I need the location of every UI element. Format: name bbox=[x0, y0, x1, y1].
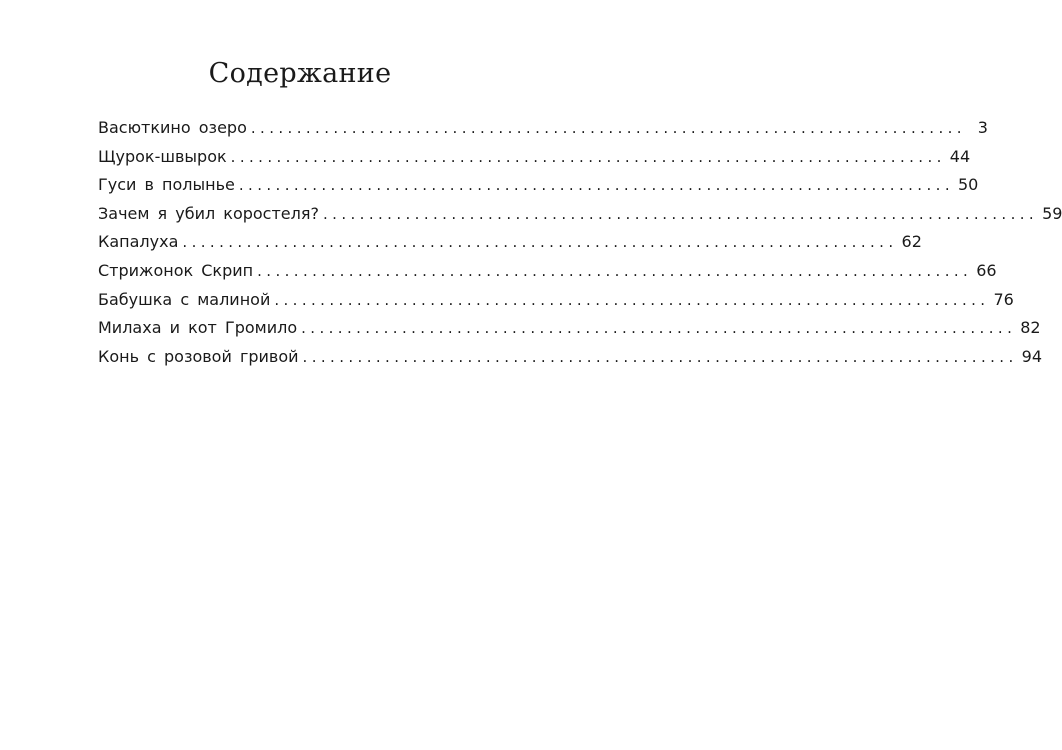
toc-entry-title: Стрижонок Скрип bbox=[98, 260, 254, 280]
toc-entry-kon-s-rozovoy-grivoy bbox=[98, 343, 1042, 372]
toc-entry-title: Конь с розовой гривой bbox=[98, 346, 299, 366]
toc-entry-page: 94 bbox=[1021, 346, 1042, 366]
toc-entry-page: 76 bbox=[993, 289, 1014, 309]
toc-entry-page: 59 bbox=[1042, 203, 1062, 223]
toc-entry-babushka-s-malinoy bbox=[98, 286, 1014, 315]
toc-dot-leader: .............................................................................. bbox=[250, 119, 966, 137]
page-title: Содержание bbox=[208, 58, 392, 89]
toc-entry-vasyutkino-ozero bbox=[98, 114, 988, 143]
toc-dot-leader: .............................................................................. bbox=[182, 233, 898, 252]
toc-entry-zachem-ya-ubil-korostelya bbox=[98, 200, 1062, 229]
toc-entry-title: Зачем я убил коростеля? bbox=[98, 203, 319, 223]
toc-entry-page: 44 bbox=[949, 146, 971, 166]
toc-entry-kapalukha bbox=[98, 228, 922, 257]
toc-dot-leader: .............................................................................. bbox=[257, 261, 973, 280]
toc-entry-title: Васюткино озеро bbox=[98, 118, 247, 137]
toc-entry-milakha-i-kot-gromilo bbox=[98, 314, 1041, 343]
toc-entry-page: 3 bbox=[977, 118, 988, 137]
table-of-contents bbox=[98, 114, 1062, 371]
toc-entry-page: 50 bbox=[957, 175, 979, 195]
toc-entry-title: Капалуха bbox=[98, 232, 179, 252]
toc-entry-strizhonok-skrip bbox=[98, 257, 997, 286]
toc-dot-leader: .............................................................................. bbox=[301, 319, 1017, 338]
toc-entry-title: Бабушка с малиной bbox=[98, 289, 271, 309]
toc-dot-leader: .............................................................................. bbox=[274, 290, 990, 309]
toc-entry-page: 82 bbox=[1020, 318, 1041, 338]
toc-entry-title: Щурок-швырок bbox=[98, 146, 227, 166]
toc-entry-gusi-v-polynye bbox=[98, 171, 979, 200]
toc-dot-leader: .............................................................................. bbox=[230, 147, 946, 166]
toc-entry-page: 62 bbox=[901, 232, 922, 252]
toc-dot-leader: .............................................................................. bbox=[238, 176, 954, 195]
toc-dot-leader: .............................................................................. bbox=[322, 204, 1039, 223]
toc-dot-leader: .............................................................................. bbox=[302, 347, 1018, 366]
toc-entry-page: 66 bbox=[976, 260, 997, 280]
toc-entry-shchurok-shvyrok bbox=[98, 143, 971, 172]
toc-entry-title: Гуси в полынье bbox=[98, 175, 235, 195]
toc-entry-title: Милаха и кот Громило bbox=[98, 318, 298, 338]
